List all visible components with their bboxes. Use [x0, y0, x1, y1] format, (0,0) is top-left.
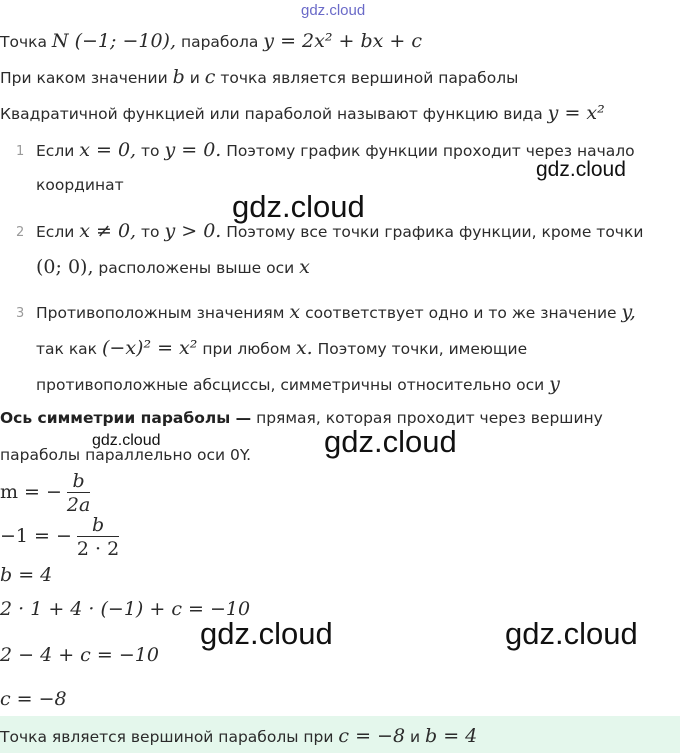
p3-t2: соответствует одно и то же значение	[305, 304, 617, 322]
watermark: gdz.cloud	[536, 158, 626, 181]
p3-f1: x	[289, 301, 301, 323]
answer-c: c = −8	[338, 725, 406, 747]
question-text-a: При каком значении	[0, 69, 168, 87]
watermark: gdz.cloud	[324, 424, 457, 459]
var-c: c	[204, 66, 216, 88]
p3-t5: Поэтому точки, имеющие	[317, 340, 528, 358]
answer-b: b = 4	[425, 725, 478, 747]
problem-line-2	[0, 66, 518, 88]
problem-line-1	[0, 30, 422, 52]
solution-line-1	[0, 470, 90, 517]
p2-f3: (0; 0),	[36, 256, 94, 278]
p3-t6: противоположные абсциссы, симметричны относительно оси	[36, 376, 545, 394]
watermark: gdz.cloud	[232, 189, 365, 224]
p3-f2: y,	[621, 301, 636, 323]
p2-t4: расположены выше оси	[98, 259, 295, 277]
var-b: b	[172, 66, 185, 88]
solution-line-3: b = 4	[0, 564, 53, 586]
axis-definition-line-1	[0, 409, 603, 427]
watermark-top: gdz.cloud	[301, 2, 366, 19]
fraction-1-denominator: 2a	[66, 494, 91, 516]
definition-text: Квадратичной функцией или параболой называют функцию вида	[0, 105, 543, 123]
watermark: gdz.cloud	[92, 432, 161, 449]
problem-point: N (−1; −10),	[51, 30, 176, 52]
p1-f1: x = 0,	[79, 139, 137, 161]
problem-prefix: Точка	[0, 33, 47, 51]
p2-t2: то	[141, 223, 160, 241]
p1-f2: y = 0.	[164, 139, 222, 161]
question-text-b: точка является вершиной параболы	[220, 69, 519, 87]
problem-middle: парабола	[180, 33, 259, 51]
list-number-2: 2	[16, 225, 25, 240]
watermark: gdz.cloud	[505, 616, 638, 651]
fraction-1-numerator: b	[67, 470, 90, 493]
p1-t3: Поэтому график функции проходит через начало	[226, 142, 635, 160]
watermark: gdz.cloud	[200, 616, 333, 651]
property-1-line-2: координат	[36, 176, 124, 194]
solution-line-4: 2 · 1 + 4 · (−1) + c = −10	[0, 598, 251, 620]
p2-f4: x	[299, 256, 310, 278]
solution-line-2	[0, 514, 119, 561]
question-and: и	[189, 69, 200, 87]
axis-definition-term: Ось симметрии параболы —	[0, 409, 252, 427]
property-2-line-2	[36, 256, 310, 278]
solution-1-lhs: m = −	[0, 481, 62, 503]
solution-line-5: 2 − 4 + c = −10	[0, 644, 159, 666]
problem-equation: y = 2x² + bx + c	[263, 30, 422, 52]
axis-definition-line-2: параболы параллельно оси 0Y.	[0, 446, 252, 464]
fraction-2-denominator: 2 · 2	[76, 538, 120, 560]
p3-t3: так как	[36, 340, 98, 358]
solution-line-6: c = −8	[0, 688, 67, 710]
answer-line	[0, 725, 477, 747]
answer-and: и	[409, 728, 421, 746]
p3-t1: Противоположным значениям	[36, 304, 285, 322]
definition-line	[0, 102, 605, 124]
property-3-line-3	[36, 373, 560, 395]
p3-t4: при любом	[202, 340, 292, 358]
p2-f1: x ≠ 0,	[79, 220, 137, 242]
p2-f2: y > 0.	[164, 220, 222, 242]
definition-formula: y = x²	[547, 102, 605, 124]
p3-f5: y	[549, 373, 560, 395]
p1-t2: то	[141, 142, 160, 160]
p1-t1: Если	[36, 142, 75, 160]
fraction-b-over-2a	[67, 470, 90, 517]
p2-t1: Если	[36, 223, 75, 241]
axis-definition-rest-1: прямая, которая проходит через вершину	[256, 409, 603, 427]
list-number-3: 3	[16, 306, 25, 321]
property-3-line-1	[36, 301, 636, 323]
p3-f4: x.	[295, 337, 313, 359]
answer-text: Точка является вершиной параболы при	[0, 728, 334, 746]
solution-2-lhs: −1 = −	[0, 525, 72, 547]
fraction-2-numerator: b	[77, 514, 119, 537]
fraction-b-over-2x2	[77, 514, 119, 561]
p2-t3: Поэтому все точки графика функции, кроме точки	[226, 223, 644, 241]
list-number-1: 1	[16, 144, 25, 159]
property-3-line-2	[36, 337, 527, 359]
p3-f3: (−x)² = x²	[101, 337, 198, 359]
